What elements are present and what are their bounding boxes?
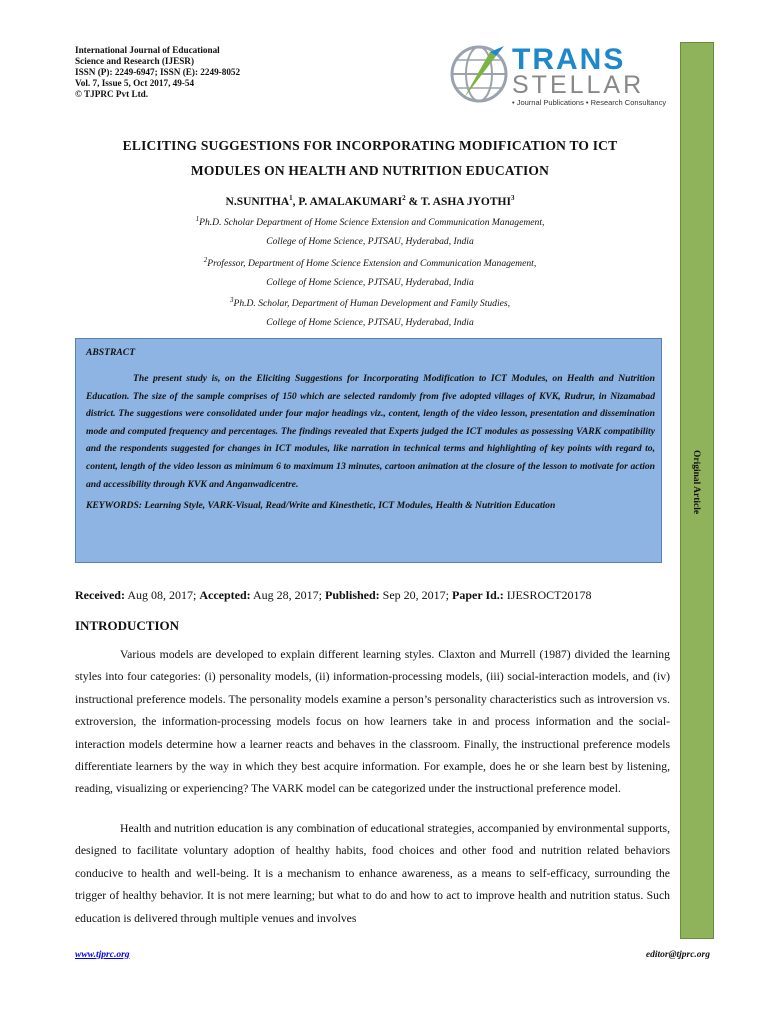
paper-id-label: Paper Id.:: [452, 588, 504, 602]
affil-text: Ph.D. Scholar Department of Home Science Extension and Communication Management,: [199, 217, 545, 229]
affiliation-line: College of Home Science, PJTSAU, Hyderabad, India: [266, 236, 474, 247]
published-date: Sep 20, 2017;: [379, 588, 453, 602]
author-affil-mark: 2: [402, 194, 406, 202]
author-affil-mark: 1: [289, 194, 293, 202]
affiliation-line: College of Home Science, PJTSAU, Hyderabad, India: [266, 317, 474, 328]
affiliation-line: [60, 296, 680, 309]
received-label: Received:: [75, 588, 125, 602]
abstract-box: [75, 338, 662, 563]
journal-line: ISSN (P): 2249-6947; ISSN (E): 2249-8052: [75, 67, 241, 77]
affil-text: Professor, Department of Home Science Extension and Communication Management,: [207, 258, 537, 270]
article-type-label: Original Article: [691, 450, 701, 515]
journal-line: © TJPRC Pvt Ltd.: [75, 89, 149, 99]
affiliation-line: [60, 256, 680, 269]
publisher-logo: [446, 40, 676, 110]
journal-line: Science and Research (IJESR): [75, 56, 195, 66]
journal-info: [75, 45, 240, 100]
paper-title-line-2: MODULES ON HEALTH AND NUTRITION EDUCATION: [190, 163, 550, 178]
paper-id: IJESROCT20178: [503, 588, 592, 602]
keywords: KEYWORDS: Learning Style, VARK-Visual, Read/Write and Kinesthetic, ICT Modules, Health & Nutrition Education: [86, 500, 556, 512]
journal-line: International Journal of Educational: [75, 45, 220, 55]
website-link[interactable]: www.tjprc.org: [75, 950, 130, 960]
affiliation-line: [60, 215, 680, 228]
accepted-label: Accepted:: [199, 588, 251, 602]
author-name: , P. AMALAKUMARI: [292, 195, 403, 208]
paragraph: Health and nutrition education is any combination of educational strategies, accompanied by environmental supports, designed to facilitate voluntary adoption of healthy habits, food choices and other food and nutrition related behaviors conducive to health and well-being. It is a mechanism to enhance awareness, as a means to self-efficacy, surrounding the trigger of healthy behavior. It is not mere learning; but what to do and how to act to improve health and nutrition status. Such education is delivered through multiple venues and involves: [75, 822, 670, 925]
logo-word-stellar: STELLAR: [512, 71, 645, 99]
paragraph: Various models are developed to explain different learning styles. Claxton and Murrell (1987) divided the learning styles into four categories: (i) personality models, (ii) information-processing models, (iii) social-interaction models, and (iv) instructional preference models. The personality models examine a person’s personality characteristics such as introversion vs. extroversion, the information-processing models focus on how learners take in and process information and the social-interaction models determine how a learner reacts and behaves in the classroom. Finally, the instructional preference models differentiate learners by the way in which they best acquire information. For example, does he or she learn best by listening, reading, visualizing or experiencing? The VARK model can be categorized under the instructional preference model.: [75, 648, 670, 796]
published-label: Published:: [324, 588, 380, 602]
author-name: & T. ASHA JYOTHI: [405, 195, 511, 208]
affiliation-line: College of Home Science, PJTSAU, Hyderabad, India: [266, 277, 474, 288]
author-affil-mark: 3: [510, 194, 515, 202]
publication-dates: [75, 588, 591, 603]
affil-text: Ph.D. Scholar, Department of Human Development and Family Studies,: [233, 298, 511, 310]
accepted-date: Aug 28, 2017;: [250, 588, 325, 602]
affil-mark: 3: [229, 296, 234, 304]
affil-mark: 2: [203, 256, 208, 264]
logo-word-trans: TRANS: [512, 43, 626, 76]
author-name: N.SUNITHA: [225, 195, 290, 208]
section-heading: INTRODUCTION: [75, 618, 180, 633]
editor-email: editor@tjprc.org: [645, 950, 710, 960]
affil-mark: 1: [195, 215, 200, 223]
globe-icon: [452, 46, 506, 101]
received-date: Aug 08, 2017;: [124, 588, 200, 602]
journal-line: Vol. 7, Issue 5, Oct 2017, 49-54: [75, 78, 195, 88]
author-list: [60, 194, 680, 208]
abstract-body: The present study is, on the Eliciting Suggestions for Incorporating Modification to ICT Modules, on Health and Nutrition Education. The size of the sample comprises of 150 which are selected randomly from five adopted villages of KVK, Rudrur, in Nizamabad district. The suggestions were consolidated under four major headings viz., content, length of the video lesson, presentation and dissemination mode and computed frequency and percentages. The findings revealed that Experts judged the ICT modules as possessing VARK compatibility and the respondents suggested for changes in ICT modules, like narration in technical terms and highlighting of key points with regard to, content, length of the video lesson as minimum 6 to maximum 13 minutes, cartoon animation at the closure of the lesson to motivate for action and accessibility through KVK and Anganwadicentre.: [86, 373, 655, 490]
abstract-heading: ABSTRACT: [86, 347, 136, 358]
logo-tagline: • Journal Publications • Research Consultancy: [512, 98, 667, 107]
paper-title-line-1: ELICITING SUGGESTIONS FOR INCORPORATING MODIFICATION TO ICT: [122, 138, 618, 153]
